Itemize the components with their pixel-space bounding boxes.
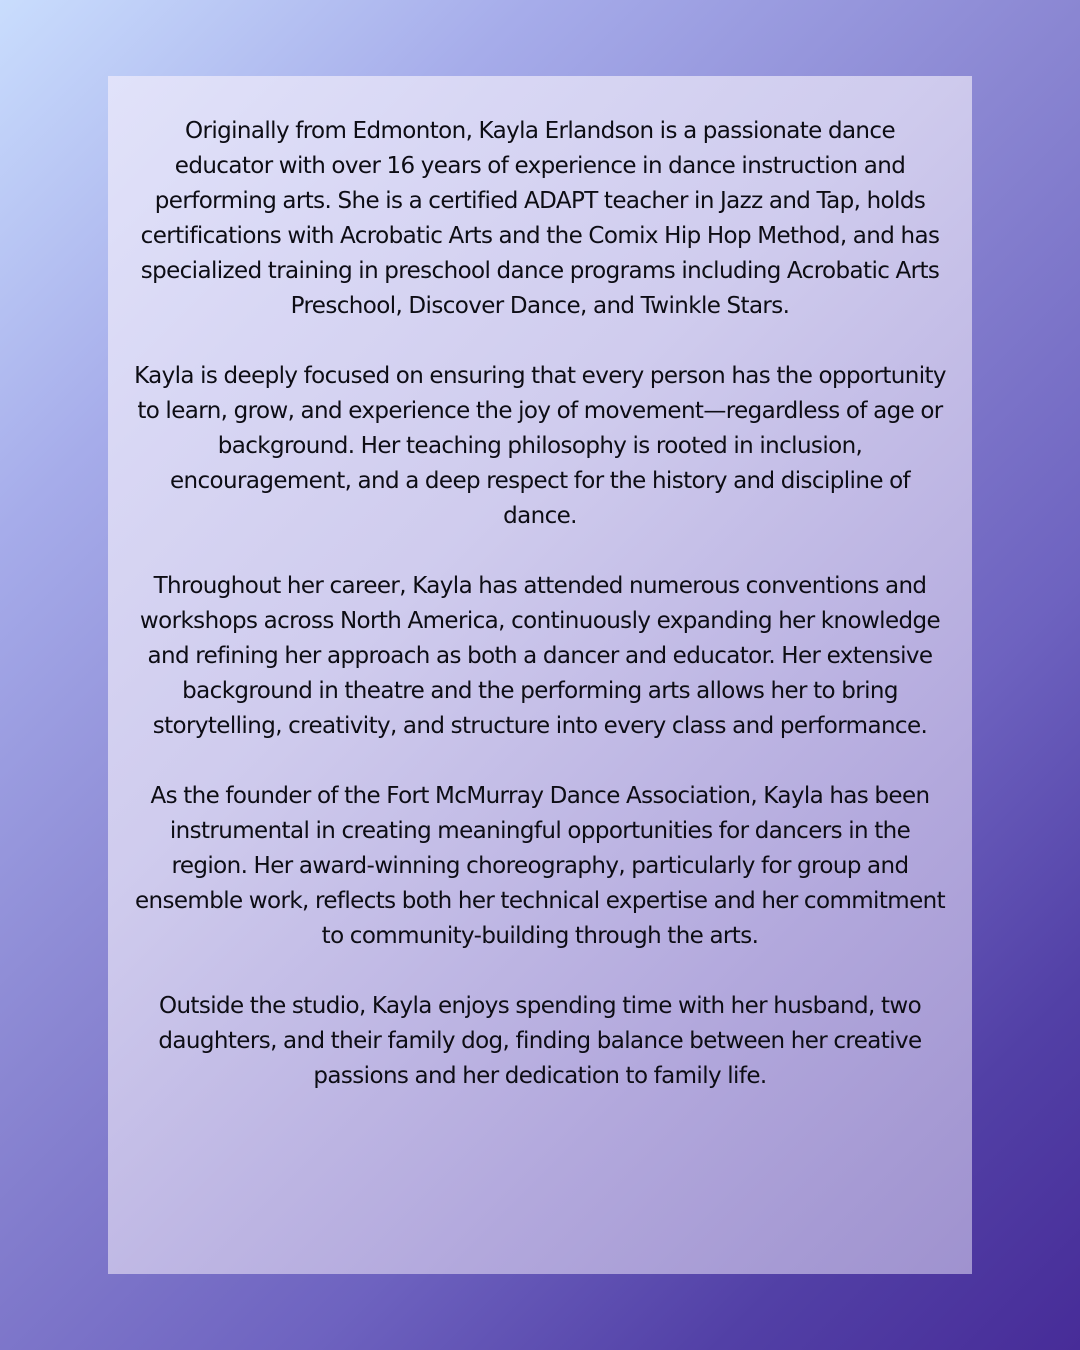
- bio-paragraph-4: As the founder of the Fort McMurray Dance Association, Kayla has been instrumental in creating meaningful opportunities for dancers in the region. Her award-winning choreography, particularly for group and ensemble work, reflects both her technical expertise and her commitment to community-building through the arts.: [134, 783, 946, 949]
- bio-card: [108, 76, 972, 1274]
- bio-paragraph-2: Kayla is deeply focused on ensuring that every person has the opportunity to learn, grow, and experience the joy of movement—regardless of age or background. Her teaching philosophy is rooted in inclusion, encouragement, and a deep respect for the history and discipline of dance.: [134, 363, 946, 529]
- bio-paragraph-5: Outside the studio, Kayla enjoys spending time with her husband, two daughters, and their family dog, finding balance between her creative passions and her dedication to family life.: [158, 993, 922, 1089]
- bio-paragraph-1: Originally from Edmonton, Kayla Erlandson is a passionate dance educator with over 16 years of experience in dance instruction and performing arts. She is a certified ADAPT teacher in Jazz and Tap, holds certifications with Acrobatic Arts and the Comix Hip Hop Method, and has specialized training in preschool dance programs including Acrobatic Arts Preschool, Discover Dance, and Twinkle Stars.: [140, 118, 940, 319]
- bio-paragraph-3: Throughout her career, Kayla has attended numerous conventions and workshops across North America, continuously expanding her knowledge and refining her approach as both a dancer and educator. Her extensive background in theatre and the performing arts allows her to bring storytelling, creativity, and structure into every class and performance.: [139, 573, 941, 739]
